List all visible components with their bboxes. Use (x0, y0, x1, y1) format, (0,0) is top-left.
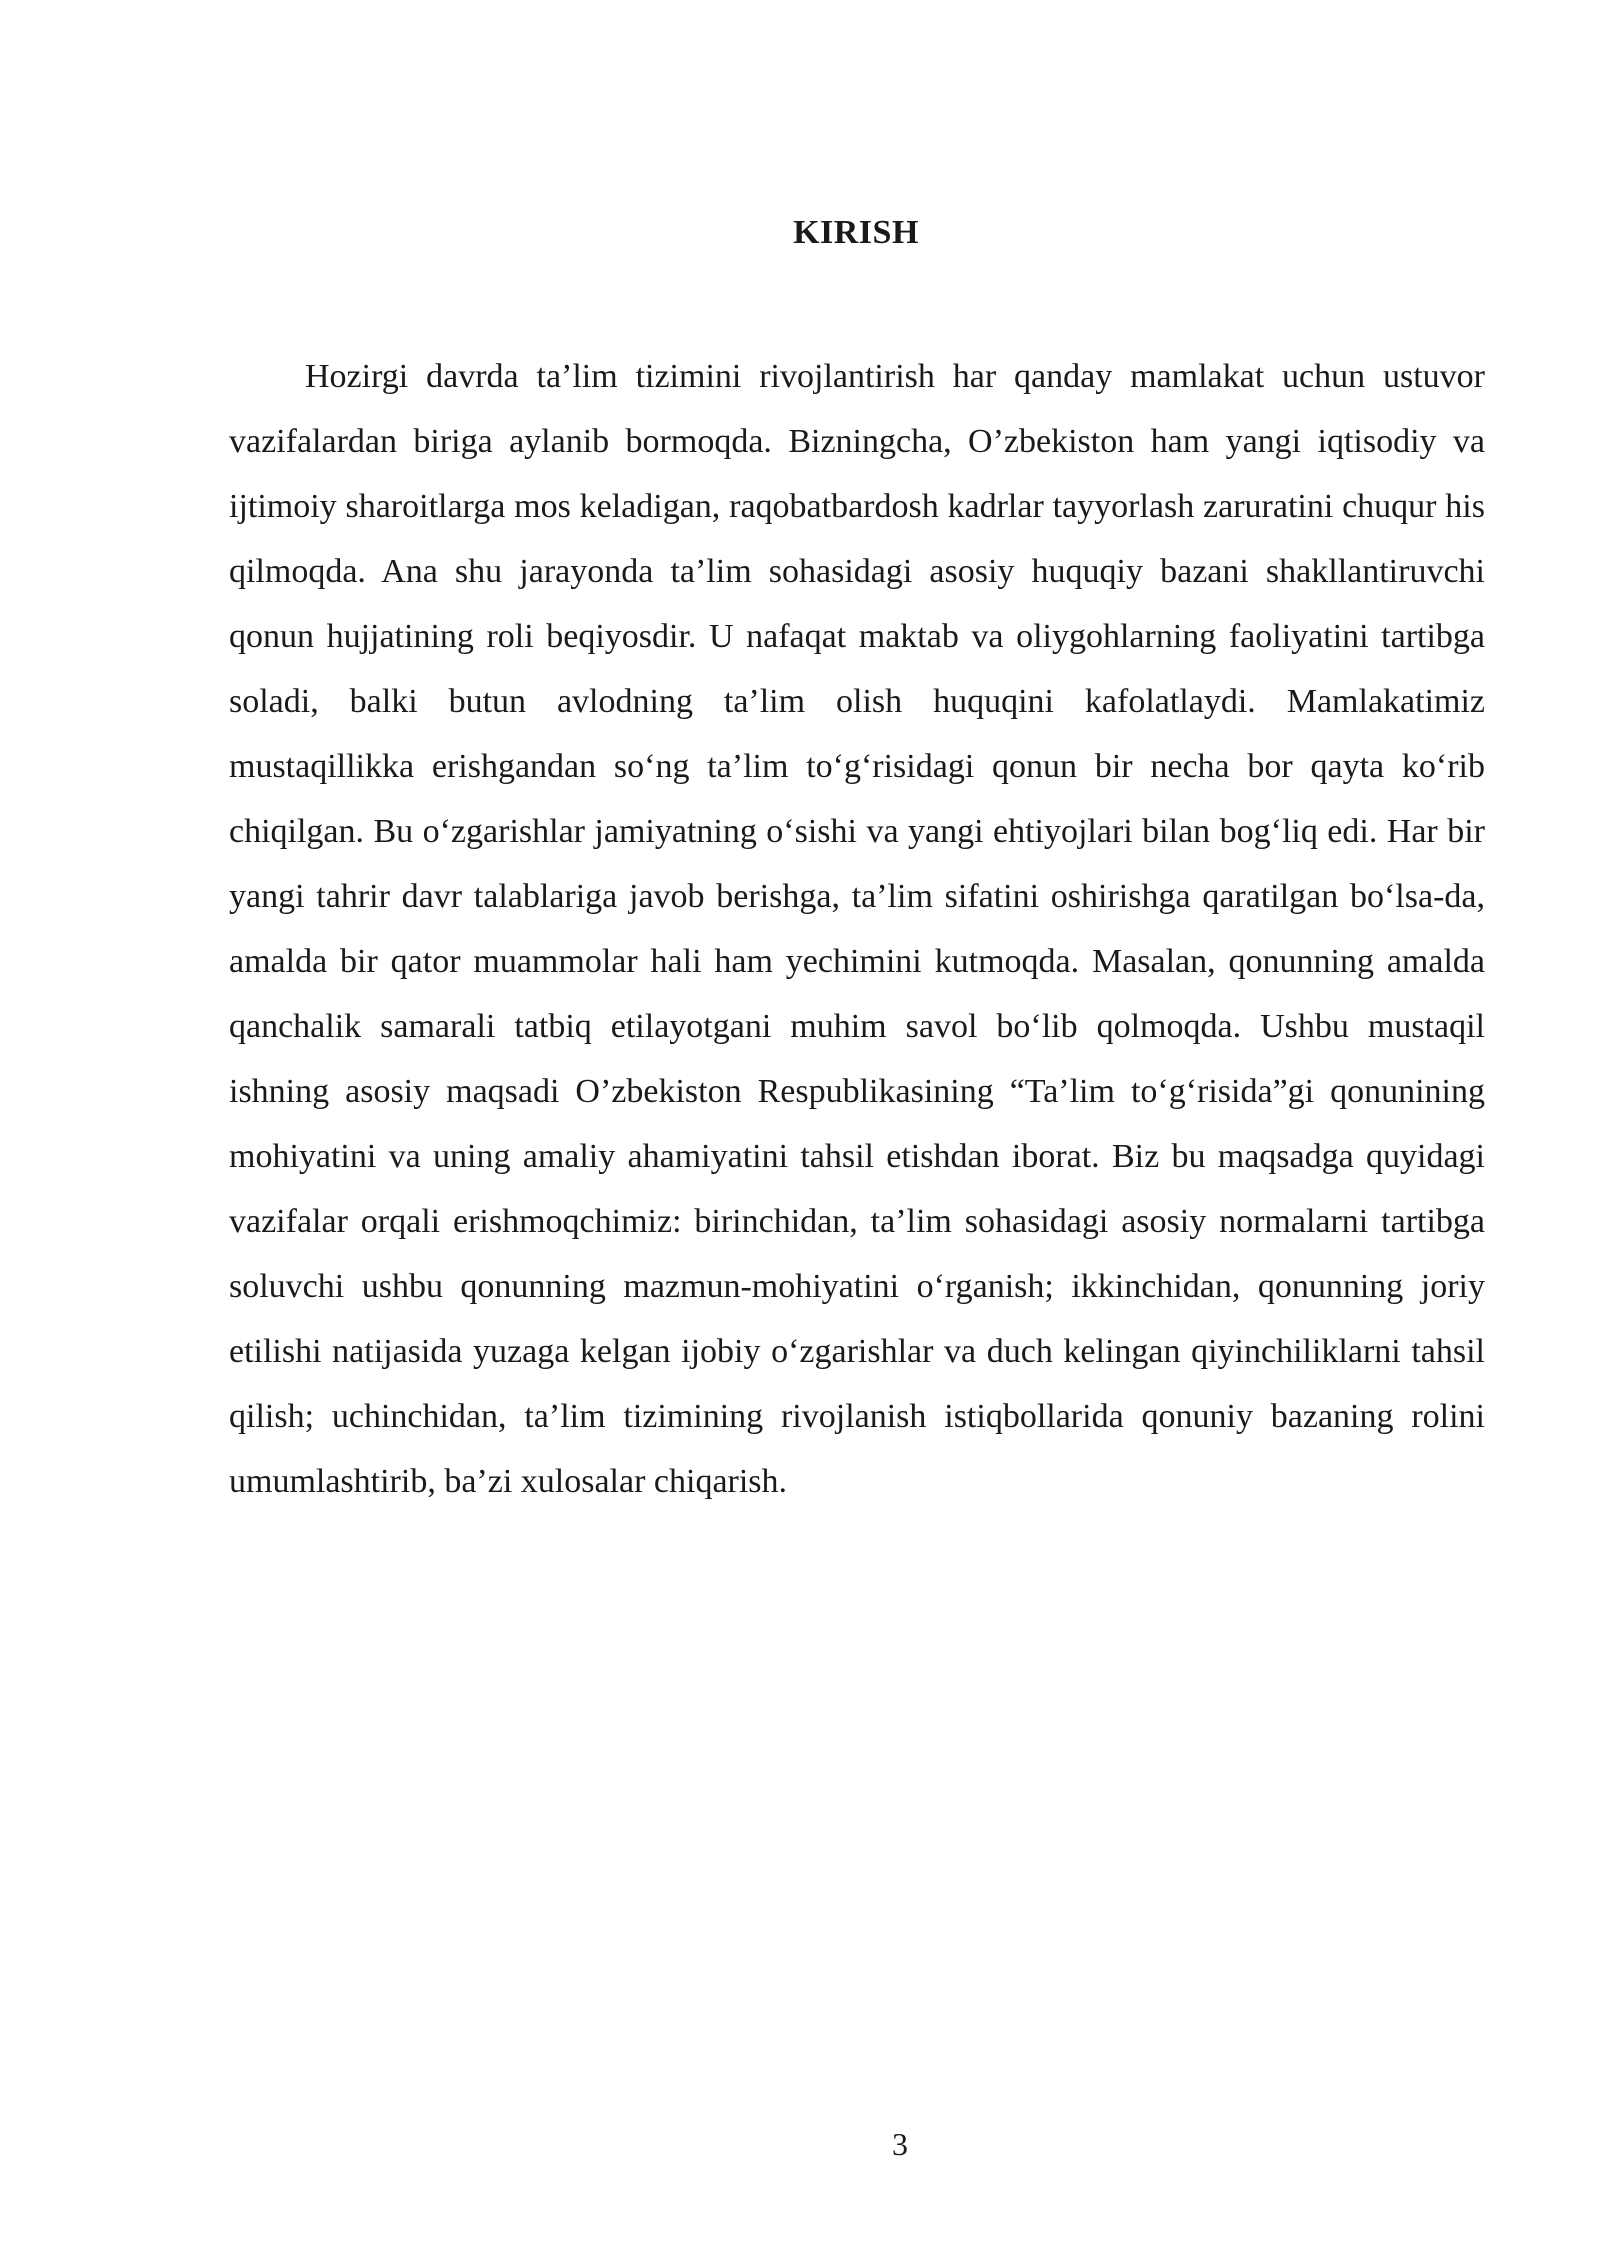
page-number: 3 (892, 2126, 908, 2162)
section-heading: KIRISH (793, 214, 919, 251)
body-paragraph: Hozirgi davrda ta’lim tizimini rivojlantirish har qanday mamlakat uchun ustuvor vazifalardan biriga aylanib bormoqda. Bizningcha, O’zbekiston ham yangi iqtisodiy va ijtimoiy sharoitlarga mos keladigan, raqobatbardosh kadrlar tayyorlash zaruratini chuqur his qilmoqda. Ana shu jarayonda ta’lim sohasidagi asosiy huquqiy bazani shakllantiruvchi qonun hujjatining roli beqiyosdir. U nafaqat maktab va oliygohlarning faoliyatini tartibga soladi, balki butun avlodning ta’lim olish huquqini kafolatlaydi. Mamlakatimiz mustaqillikka erishgandan so‘ng ta’lim to‘g‘risidagi qonun bir necha bor qayta ko‘rib chiqilgan. Bu o‘zgarishlar jamiyatning o‘sishi va yangi ehtiyojlari bilan bog‘liq edi. Har bir yangi tahrir davr talablariga javob berishga, ta’lim sifatini oshirishga qaratilgan bo‘lsa-da, amalda bir qator muammolar hali ham yechimini kutmoqda. Masalan, qonunning amalda qanchalik samarali tatbiq etilayotgani muhim savol bo‘lib qolmoqda. Ushbu mustaqil ishning asosiy maqsadi O’zbekiston Respublikasining “Ta’lim to‘g‘risida”gi qonunining mohiyatini va uning amaliy ahamiyatini tahsil etishdan iborat. Biz bu maqsadga quyidagi vazifalar orqali erishmoqchimiz: birinchidan, ta’lim sohasidagi asosiy normalarni tartibga soluvchi ushbu qonunning mazmun-mohiyatini o‘rganish; ikkinchidan, qonunning joriy etilishi natijasida yuzaga kelgan ijobiy o‘zgarishlar va duch kelingan qiyinchiliklarni tahsil qilish; uchinchidan, ta’lim tizimining rivojlanish istiqbollarida qonuniy bazaning rolini umumlashtirib, ba’zi xulosalar chiqarish. (229, 358, 1485, 1500)
